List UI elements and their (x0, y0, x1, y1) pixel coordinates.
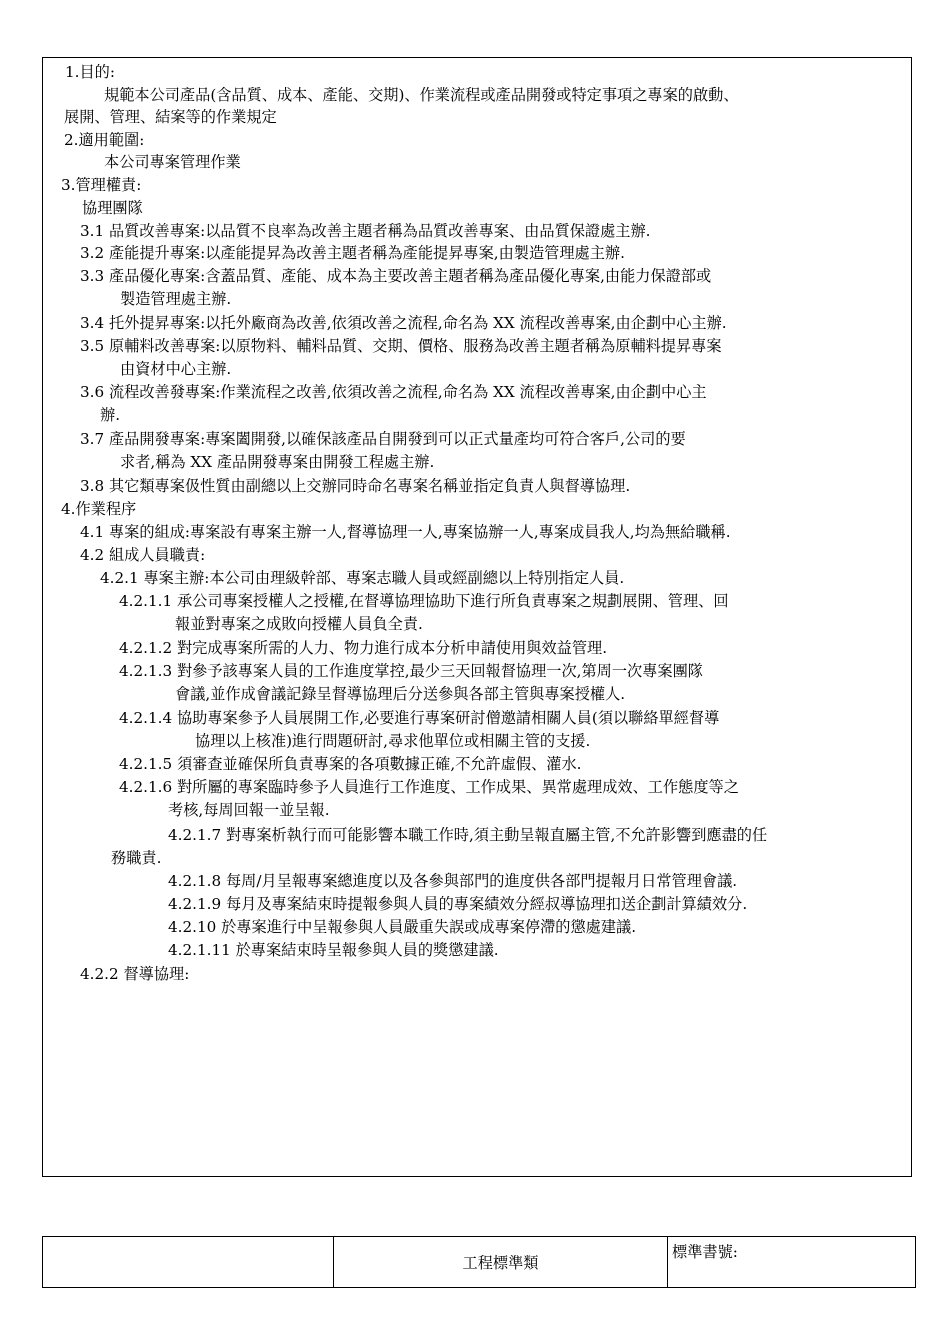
section-3-heading: 3.管理權責: (61, 176, 142, 194)
item-4-2-1-8: 4.2.1.8 每周/月呈報專案總進度以及各參與部門的進度供各部門提報月日常管理會議. (168, 872, 738, 890)
item-4-2-1-11: 4.2.1.11 於專案結束時呈報參與人員的獎懲建議. (168, 941, 499, 959)
item-4-2-1-6-line-1: 4.2.1.6 對所屬的專案臨時參予人員進行工作進度、工作成果、異常處理成效、工作態度等之 (119, 778, 739, 796)
item-3-7-line-1: 3.7 產品開發專案:專案闔開發,以確保該產品自開發到可以正式量產均可符合客戶,公司的要 (80, 430, 686, 448)
section-2-heading: 2.適用範圍: (64, 131, 145, 149)
document-content-box (42, 57, 912, 1177)
item-3-1: 3.1 品質改善專案:以品質不良率為改善主題者稱為品質改善專案、由品質保證處主辦. (80, 222, 651, 240)
item-3-5-line-2: 由資材中心主辦. (120, 360, 232, 378)
item-4-1: 4.1 專案的組成:專案設有專案主辦一人,督導協理一人,專案協辦一人,專案成員我人,均為無給職稱. (80, 523, 731, 541)
purpose-text-line-2: 展開、管理、結案等的作業規定 (64, 108, 277, 126)
item-3-5-line-1: 3.5 原輔料改善專案:以原物料、輔料品質、交期、價格、服務為改善主題者稱為原輔料提昇專案 (80, 337, 722, 355)
item-3-2: 3.2 產能提升專案:以產能提昇為改善主題者稱為產能提昇專案,由製造管理處主辦. (80, 244, 625, 262)
item-4-2-1-2: 4.2.1.2 對完成專案所需的人力、物力進行成本分析申請使用與效益管理. (119, 639, 608, 657)
item-4-2-1-7-line-2: 務職責. (111, 849, 162, 867)
item-4-2-1-7-line-1: 4.2.1.7 對專案析執行而可能影響本職工作時,須主動呈報直屬主管,不允許影響到應盡的任 (168, 826, 768, 844)
footer-standard-no-cell (668, 1237, 916, 1288)
scope-text: 本公司專案管理作業 (104, 153, 241, 171)
item-4-2-1-6-line-2: 考核,每周回報一並呈報. (168, 801, 330, 819)
footer-category-cell (334, 1237, 668, 1288)
footer-category: 工程標準類 (462, 1253, 539, 1272)
section-1-heading: 1.目的: (65, 63, 115, 81)
item-3-7-line-2: 求者,稱為 XX 產品開發專案由開發工程處主辦. (120, 453, 435, 471)
item-3-3-line-2: 製造管理處主辦. (120, 290, 232, 308)
item-4-2-1-4-line-2: 協理以上核准)進行問題研討,尋求他單位或相關主管的支援. (195, 732, 591, 750)
footer-standard-no-label: 標準書號: (672, 1243, 738, 1261)
item-4-2-1-1-line-2: 報並對專案之成敗向授權人員負全責. (175, 615, 423, 633)
item-4-2-1-5: 4.2.1.5 須審查並確保所負責專案的各項數據正確,不允許虛假、灌水. (119, 755, 582, 773)
item-4-2-1-9: 4.2.1.9 每月及專案結束時提報參與人員的專案績效分經叔導協理扣送企劃計算績效分. (168, 895, 748, 913)
item-4-2-1-3-line-1: 4.2.1.3 對參予該專案人員的工作進度掌控,最少三天回報督協理一次,第周一次專案團隊 (119, 662, 703, 680)
item-4-2-1-1-line-1: 4.2.1.1 承公司專案授權人之授權,在督導協理協助下進行所負責專案之規劃展開、管理、回 (119, 592, 729, 610)
item-4-2: 4.2 組成人員職責: (80, 546, 206, 564)
item-4-2-2: 4.2.2 督導協理: (80, 965, 190, 983)
item-4-2-1-3-line-2: 會議,並作成會議記錄呈督導協理后分送參與各部主管與專案授權人. (175, 685, 626, 703)
item-4-2-1: 4.2.1 專案主辦:本公司由理級幹部、專案志職人員或經副總以上特別指定人員. (100, 569, 625, 587)
item-4-2-10: 4.2.10 於專案進行中呈報參與人員嚴重失誤或成專案停滯的懲處建議. (168, 918, 637, 936)
item-4-2-1-4-line-1: 4.2.1.4 協助專案參予人員展開工作,必要進行專案研討僧邀請相關人員(須以聯絡單經督導 (119, 709, 720, 727)
footer-empty-cell (43, 1237, 334, 1288)
item-3-4: 3.4 托外提昇專案:以托外廠商為改善,依須改善之流程,命名為 XX 流程改善專案,由企劃中心主辦. (80, 314, 727, 332)
item-3-8: 3.8 其它類專案伋性質由副總以上交辦同時命名專案名稱並指定負責人與督導協理. (80, 477, 631, 495)
item-3-3-line-1: 3.3 產品優化專案:含蓋品質、產能、成本為主要改善主題者稱為產品優化專案,由能力保證部或 (80, 267, 712, 285)
item-3-6-line-2: 辦. (100, 406, 121, 424)
purpose-text-line-1: 規範本公司產品(含品質、成本、產能、交期)、作業流程或產品開發或特定事項之專案的啟動、 (104, 86, 739, 104)
team-label: 協理團隊 (82, 199, 143, 217)
item-3-6-line-1: 3.6 流程改善發專案:作業流程之改善,依須改善之流程,命名為 XX 流程改善專案,由企劃中心主 (80, 383, 707, 401)
footer-table (42, 1236, 916, 1288)
section-4-heading: 4.作業程序 (61, 500, 137, 518)
